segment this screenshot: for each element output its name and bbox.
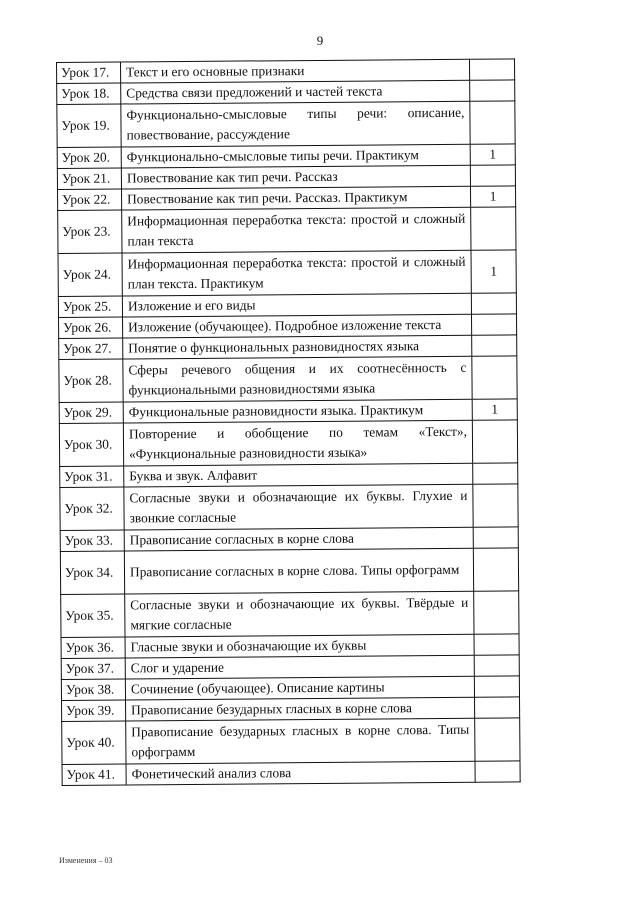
lesson-number-cell: Урок 38. (61, 679, 125, 701)
lesson-number-cell: Урок 41. (62, 764, 126, 786)
lesson-hours-cell (472, 356, 517, 399)
lesson-hours-cell (471, 293, 516, 314)
lesson-title-cell: Правописание безударных гласных в корне слова. Типы орфограмм (126, 718, 475, 764)
lesson-number-cell: Урок 40. (62, 721, 126, 765)
lesson-title-cell: Функционально-смысловые типы речи: описание, повествование, рассуждение (121, 101, 470, 147)
lesson-title-cell: Функционально-смысловые типы речи. Практикум (121, 144, 470, 168)
lesson-title-cell: Повествование как тип речи. Рассказ (121, 165, 470, 189)
lesson-row (59, 356, 517, 403)
lesson-hours-cell: 1 (472, 399, 517, 420)
lesson-hours-cell: 1 (471, 250, 516, 293)
lesson-row (61, 591, 519, 638)
lesson-number-cell: Урок 33. (60, 530, 124, 552)
lesson-number-cell: Урок 18. (57, 83, 121, 105)
lesson-number-cell: Урок 19. (57, 104, 121, 148)
lesson-number-cell: Урок 34. (60, 551, 124, 595)
lesson-row (60, 484, 518, 531)
lesson-number-cell: Урок 25. (58, 296, 122, 318)
lesson-hours-cell (469, 59, 514, 80)
lesson-row (58, 250, 516, 297)
page-number: 9 (316, 33, 324, 48)
footer-revision-note: Изменения – 03 (59, 856, 113, 865)
lesson-title-cell: Функциональные разновидности языка. Практикум (123, 399, 472, 423)
lesson-hours-cell (473, 527, 518, 548)
lesson-title-cell: Повествование как тип речи. Рассказ. Практикум (121, 186, 470, 210)
lesson-number-cell: Урок 35. (61, 594, 125, 638)
lesson-row (62, 761, 520, 786)
lesson-title-cell: Текст и его основные признаки (121, 59, 470, 83)
lesson-number-cell: Урок 37. (61, 658, 125, 680)
lesson-hours-cell (475, 761, 520, 782)
lesson-title-cell: Гласные звуки и обозначающие их буквы (125, 634, 474, 658)
lesson-title-cell: Средства связи предложений и частей текста (121, 80, 470, 104)
lesson-title-cell: Информационная переработка текста: простой и сложный план текста. Практикум (122, 250, 471, 296)
lesson-plan-table (56, 58, 521, 786)
lesson-number-cell: Урок 29. (59, 402, 123, 424)
lesson-hours-cell (473, 463, 518, 484)
lesson-title-cell: Изложение (обучающее). Подробное изложение текста (123, 314, 472, 338)
lesson-number-cell: Урок 36. (61, 637, 125, 659)
lesson-number-cell: Урок 17. (57, 62, 121, 84)
lesson-number-cell: Урок 32. (60, 487, 124, 531)
lesson-hours-cell (470, 80, 515, 101)
lesson-title-cell: Слог и ударение (125, 655, 474, 679)
lesson-title-cell: Понятие о функциональных разновидностях языка (123, 335, 472, 359)
lesson-hours-cell (472, 335, 517, 356)
lesson-number-cell: Урок 39. (62, 700, 126, 722)
lesson-number-cell: Урок 23. (58, 210, 122, 254)
lesson-number-cell: Урок 26. (59, 317, 123, 339)
lesson-title-cell: Повторение и обобщение по темам «Текст», «Функциональные разновидности языка» (123, 420, 472, 466)
lesson-title-cell: Фонетический анализ слова (126, 761, 475, 785)
lesson-title-cell: Правописание согласных в корне слова. Типы орфограмм (124, 548, 473, 594)
lesson-row (60, 548, 518, 595)
lesson-number-cell: Урок 20. (57, 147, 121, 169)
lesson-row (59, 420, 517, 467)
lesson-number-cell: Урок 21. (57, 168, 121, 190)
lesson-hours-cell (474, 634, 519, 655)
lesson-hours-cell (474, 655, 519, 676)
lesson-title-cell: Согласные звуки и обозначающие их буквы. Твёрдые и мягкие согласные (125, 591, 474, 637)
lesson-hours-cell (471, 314, 516, 335)
lesson-number-cell: Урок 30. (59, 423, 123, 467)
lesson-hours-cell (475, 718, 520, 761)
lesson-title-cell: Сочинение (обучающее). Описание картины (125, 676, 474, 700)
lesson-number-cell: Урок 24. (58, 253, 122, 297)
lesson-hours-cell (474, 676, 519, 697)
lesson-title-cell: Буква и звук. Алфавит (124, 463, 473, 487)
lesson-rows (57, 59, 521, 786)
lesson-row (58, 207, 516, 254)
lesson-number-cell: Урок 27. (59, 338, 123, 360)
lesson-hours-cell (470, 101, 515, 144)
lesson-hours-cell (473, 548, 518, 591)
lesson-title-cell: Правописание согласных в корне слова (124, 527, 473, 551)
lesson-number-cell: Урок 22. (58, 189, 122, 211)
lesson-title-cell: Информационная переработка текста: простой и сложный план текста (122, 207, 471, 253)
lesson-hours-cell (471, 207, 516, 250)
lesson-number-cell: Урок 28. (59, 359, 123, 403)
lesson-hours-cell (473, 484, 518, 527)
lesson-hours-cell (474, 591, 519, 634)
lesson-row (62, 718, 520, 765)
lesson-title-cell: Изложение и его виды (122, 293, 471, 317)
lesson-hours-cell: 1 (470, 144, 515, 165)
lesson-hours-cell (470, 165, 515, 186)
lesson-hours-cell (475, 697, 520, 718)
lesson-row (57, 101, 515, 148)
lesson-title-cell: Согласные звуки и обозначающие их буквы. Глухие и звонкие согласные (124, 484, 473, 530)
lesson-number-cell: Урок 31. (60, 466, 124, 488)
lesson-plan-table-wrapper (56, 58, 520, 786)
lesson-hours-cell: 1 (470, 186, 515, 207)
lesson-hours-cell (472, 420, 517, 463)
lesson-title-cell: Правописание безударных гласных в корне слова (126, 697, 475, 721)
lesson-title-cell: Сферы речевого общения и их соотнесённость с функциональными разновидностями языка (123, 356, 472, 402)
